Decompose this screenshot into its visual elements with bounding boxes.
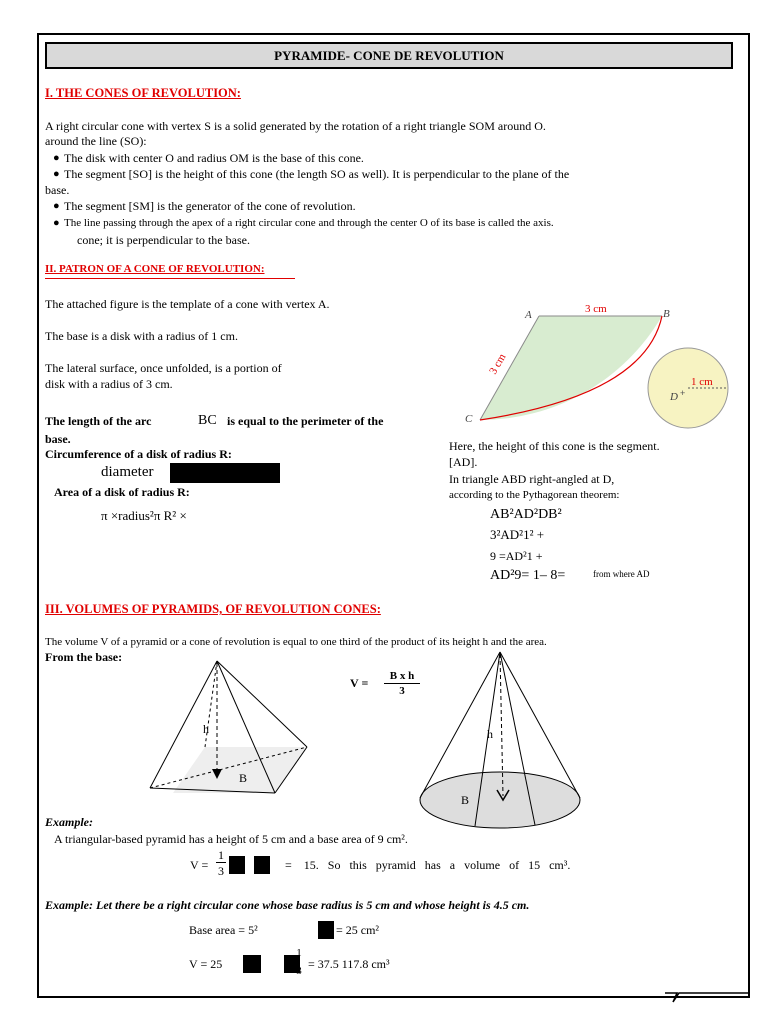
height-text-1: Here, the height of this cone is the segment. xyxy=(449,439,660,453)
section-2-heading: II. PATRON OF A CONE OF REVOLUTION: xyxy=(45,263,265,275)
cone-net-figure xyxy=(455,300,740,435)
example-2-area: Base area = 5² xyxy=(189,923,258,937)
example-2-v-result: = 37.5 117.8 cm³ xyxy=(308,957,390,971)
label-ac-length: 3 cm xyxy=(487,351,509,377)
formula-numerator: B x h xyxy=(389,670,415,682)
pythag-eq-3: 9 =AD²1 + xyxy=(490,549,543,563)
sec1-intro-1: A right circular cone with vertex S is a solid generated by the rotation of a right triangle SOM around O. xyxy=(45,119,546,133)
redaction-block xyxy=(170,463,280,483)
label-radius: 1 cm xyxy=(691,376,713,388)
volume-text: The volume V of a pyramid or a cone of revolution is equal to one third of the product of its height h and the area. xyxy=(45,636,547,648)
example-1-v: V = xyxy=(190,858,209,872)
pythag-note: from where AD xyxy=(593,569,650,579)
height-text-3: In triangle ABD right-angled at D, xyxy=(449,472,615,486)
sec1-bullet-1: The disk with center O and radius OM is the base of this cone. xyxy=(64,151,364,165)
height-text-2: [AD]. xyxy=(449,455,478,469)
section-3-heading: III. VOLUMES OF PYRAMIDS, OF REVOLUTION CONES: xyxy=(45,602,381,616)
arc-length-label-2: is equal to the perimeter of the xyxy=(227,414,384,428)
label-d: D xyxy=(670,391,678,403)
example-1-label: Example: xyxy=(45,815,93,829)
example-1-den: 3 xyxy=(218,864,224,878)
pyramid-h-label: h xyxy=(203,722,209,736)
cone-b-label: B xyxy=(461,793,470,807)
area-label: Area of a disk of radius R: xyxy=(54,485,190,499)
pyramid-b-label: B xyxy=(239,771,248,785)
pythag-eq-1: AB²AD²DB² xyxy=(490,507,562,522)
from-base-label: From the base: xyxy=(45,650,123,664)
label-a: A xyxy=(525,309,532,321)
sec2-text-2: The base is a disk with a radius of 1 cm. xyxy=(45,329,238,343)
sec1-bullet-4: The line passing through the apex of a right circular cone and through the center O of its base is called the axis. xyxy=(64,217,554,229)
formula-v: V = xyxy=(350,676,369,690)
redaction-block xyxy=(229,856,245,874)
example-2-label: Example: Let there be a right circular cone whose base radius is 5 cm and whose height is 4.5 cm. xyxy=(45,898,530,912)
sec1-intro-2: around the line (SO): xyxy=(45,134,147,148)
redaction-block xyxy=(243,955,261,973)
height-text-4: according to the Pythagorean theorem: xyxy=(449,489,620,501)
label-b: B xyxy=(663,308,670,320)
arc-length-label-3: base. xyxy=(45,432,71,446)
pythag-eq-4: AD²9= 1– 8= xyxy=(490,568,566,583)
pyramid-figure xyxy=(145,655,315,800)
sec1-bullet-2-cont: base. xyxy=(45,183,70,197)
bullet-icon: ● xyxy=(53,200,60,212)
formula-denominator: 3 xyxy=(399,685,405,697)
bullet-icon: ● xyxy=(53,217,60,229)
sec2-text-3: The lateral surface, once unfolded, is a portion of xyxy=(45,361,282,375)
redaction-block xyxy=(254,856,270,874)
sec1-bullet-4-cont: cone; it is perpendicular to the base. xyxy=(77,233,250,247)
arc-bc: BC xyxy=(198,413,217,428)
section-2-underline xyxy=(45,278,295,279)
example-2-v: V = 25 xyxy=(189,957,223,971)
cone-h-label: h xyxy=(487,727,493,741)
cone-figure xyxy=(415,648,585,833)
sec1-bullet-2: The segment [SO] is the height of this cone (the length SO as well). It is perpendicular to the plane of the xyxy=(64,167,570,181)
example-1-bar xyxy=(216,862,226,863)
page-corner-mark xyxy=(665,990,755,1004)
example-2-area-result: = 25 cm² xyxy=(336,923,380,937)
page-title: PYRAMIDE- CONE DE REVOLUTION xyxy=(45,42,733,69)
area-formula: π ×radius²π R² × xyxy=(101,508,187,523)
bullet-icon: ● xyxy=(53,152,60,164)
example-1-result: = 15. So this pyramid has a volume of 15 cm³. xyxy=(285,858,571,872)
sec1-bullet-3: The segment [SM] is the generator of the cone of revolution. xyxy=(64,199,356,213)
circumference-formula: diameter xyxy=(101,464,154,480)
example-1-num: 1 xyxy=(218,848,224,862)
sec2-text-3-cont: disk with a radius of 3 cm. xyxy=(45,377,173,391)
circumference-label: Circumference of a disk of radius R: xyxy=(45,447,232,461)
arc-length-label: The length of the arc xyxy=(45,414,152,428)
example-2-den: 3 xyxy=(296,965,302,977)
svg-text:+: + xyxy=(680,388,686,398)
sec2-text-1: The attached figure is the template of a cone with vertex A. xyxy=(45,297,330,311)
label-c: C xyxy=(465,413,473,425)
section-1-heading: I. THE CONES OF REVOLUTION: xyxy=(45,86,241,100)
bullet-icon: ● xyxy=(53,168,60,180)
pythag-eq-2: 3²AD²1² + xyxy=(490,527,545,542)
example-1-text: A triangular-based pyramid has a height of 5 cm and a base area of 9 cm². xyxy=(54,832,408,846)
redaction-block xyxy=(318,921,334,939)
lateral-sector xyxy=(480,316,662,420)
example-2-num: 1 xyxy=(296,947,302,959)
label-ab-length: 3 cm xyxy=(585,303,607,315)
